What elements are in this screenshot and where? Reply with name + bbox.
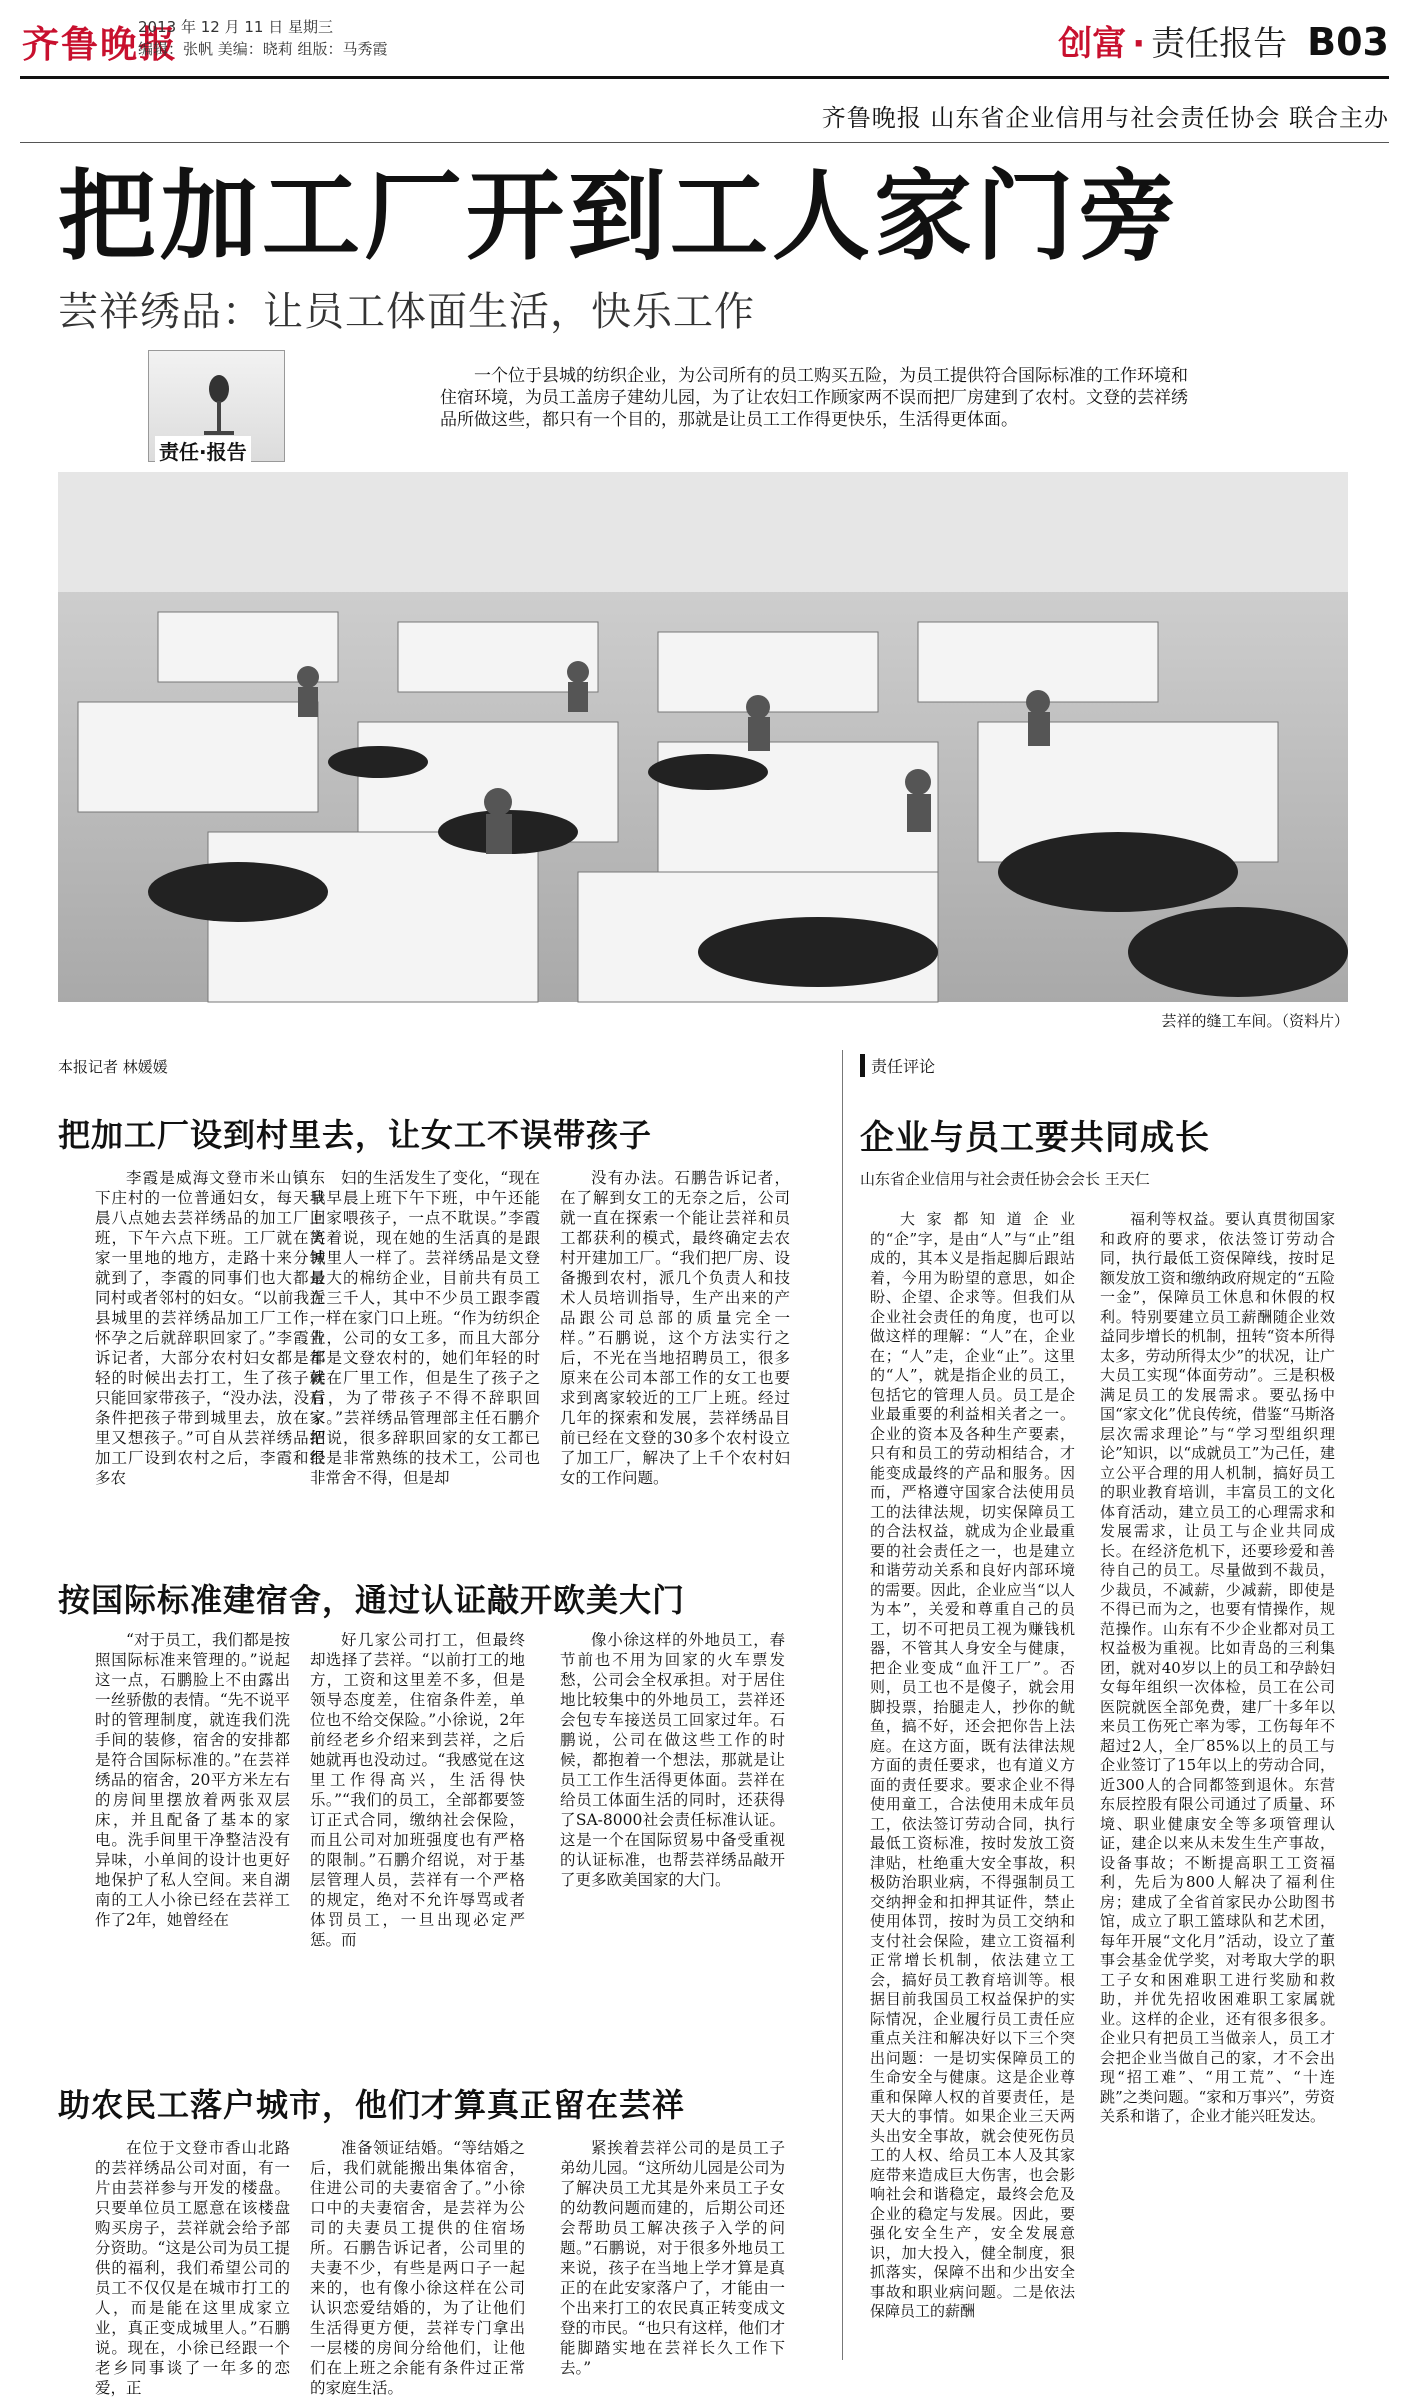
sponsor-line: 齐鲁晚报 山东省企业信用与社会责任协会 联合主办 xyxy=(821,104,1389,132)
section-name: 责任报告 xyxy=(1151,24,1288,64)
date-line: 2013 年 12 月 11 日 星期三 xyxy=(138,18,333,36)
badge-label: 责任·报告 xyxy=(155,436,251,465)
article2-title: 按国际标准建宿舍，通过认证敲开欧美大门 xyxy=(58,1581,686,1619)
article3-col1: 在位于文登市香山北路的芸祥绣品公司对面，有一片由芸祥参与开发的楼盘。只要单位员工愿意在该楼盘购买房子，芸祥就会给予部分资助。“这是公司为员工提供的福利，我们希望公司的员工不仅仅是在城市打工的人，而是能在这里成家立业，真正变成城里人。”石鹏说。现在，小徐已经跟一个老乡同事谈了一年多的恋爱，正 xyxy=(95,2139,290,2397)
lead-paragraph: 一个位于县城的纺织企业，为公司所有的员工购买五险，为员工提供符合国际标准的工作环境和住宿环境，为员工盖房子建幼儿园，为了让农妇工作顾家两不误而把厂房建到了农村。文登的芸祥绣品所做这些，都只有一个目的，那就是让员工工作得更快乐，生活得更体面。 xyxy=(440,366,1188,430)
byline: 本报记者 林媛媛 xyxy=(58,1058,168,1076)
article2-col2: 好几家公司打工，但最终却选择了芸祥。“以前打工的地方，工资和这里差不多，但是领导态度差，住宿条件差，单位也不给交保险。”小徐说，2年前经老乡介绍来到芸祥，之后她就再也没动过。“我感觉在这里工作得高兴，生活得快乐。”“我们的员工，全部都要签订正式合同，缴纳社会保险，而且公司对加班强度也有严格的限制。”石鹏介绍说，对于基层管理人员，芸祥有一个严格的规定，绝对不允许辱骂或者体罚员工，一旦出现必定严惩。而 xyxy=(310,1631,525,1949)
section-red-label: 创富 xyxy=(1058,24,1127,64)
article2-col3: 像小徐这样的外地员工，春节前也不用为回家的火车票发愁，公司会全权承担。对于居住地比较集中的外地员工，芸祥还会包专车接送员工回家过年。石鹏说，公司在做这些工作的时候，都抱着一个想法，那就是让员工工作生活得更体面。芸祥在给员工体面生活的同时，还获得了SA-8000社会责任标准认证。这是一个在国际贸易中备受重视的认证标准，也帮芸祥绣品敲开了更多欧美国家的大门。 xyxy=(560,1631,785,1889)
article2-col1: “对于员工，我们都是按照国际标准来管理的。”说起这一点，石鹏脸上不由露出一丝骄傲的表情。“先不说平时的管理制度，就连我们洗手间的装修，宿舍的安排都是符合国际标准的。”在芸祥绣品的宿舍，20平方米左右的房间里摆放着两张双层床，并且配备了基本的家电。洗手间里干净整洁没有异味，小单间的设计也更好地保护了私人空间。来自湖南的工人小徐已经在芸祥工作了2年，她曾经在 xyxy=(95,1631,290,1929)
commentary-title: 企业与员工要共同成长 xyxy=(860,1118,1210,1158)
article1-col2: 妇的生活发生了变化，“现在我早晨上班下午下班，中午还能回家喂孩子，一点不耽误。”李霞笑着说，现在她的生活真的是跟城里人一样了。芸祥绣品是文登最大的棉纺企业，目前共有员工近三千人，其中不少员工跟李霞一样在家门口上班。“作为纺织企业，公司的女工多，而且大部分都是文登农村的，她们年轻的时候在厂里工作，但是生了孩子之后，为了带孩子不得不辞职回家。”芸祥绣品管理部主任石鹏介绍说，很多辞职回家的女工都已经是非常熟练的技术工，公司也非常舍不得，但是却 xyxy=(310,1169,540,1487)
factory-photo xyxy=(58,472,1348,1002)
editors-line: 编辑：张帆 美编：晓莉 组版：马秀霞 xyxy=(138,40,388,58)
commentary-author: 山东省企业信用与社会责任协会会长 王天仁 xyxy=(860,1170,1150,1188)
top-rule xyxy=(20,76,1389,79)
article1-col1: 李霞是威海文登市米山镇东下庄村的一位普通妇女，每天早晨八点她去芸祥绣品的加工厂上班，下午六点下班。工厂就在离家一里地的地方，走路十来分钟就到了，李霞的同事们也大都是同村或者邻村的妇女。“以前我在县城里的芸祥绣品加工厂工作，怀孕之后就辞职回家了。”李霞告诉记者，大部分农村妇女都是年轻的时候出去打工，生了孩子就只能回家带孩子，“没办法，没有条件把孩子带到城里去，放在家里又想孩子。”可自从芸祥绣品把加工厂设到农村之后，李霞和很多农 xyxy=(95,1169,325,1487)
photo-caption: 芸祥的缝工车间。（资料片） xyxy=(1161,1012,1349,1030)
comment-tag: 责任评论 xyxy=(860,1054,935,1077)
section-dot: · xyxy=(1132,24,1146,64)
newspaper-logo: 齐鲁晚报 xyxy=(22,22,178,66)
article3-col3: 紧挨着芸祥公司的是员工子弟幼儿园。“这所幼儿园是公司为了解决员工尤其是外来员工子女的幼教问题而建的，后期公司还会帮助员工解决孩子入学的问题。”石鹏说，对于很多外地员工来说，孩子在当地上学才算是真正的在此安家落户了，才能由一个出来打工的农民真正转变成文登的市民。“也只有这样，他们才能脚踏实地在芸祥长久工作下去。” xyxy=(560,2139,785,2377)
article3-col2: 准备领证结婚。“等结婚之后，我们就能搬出集体宿舍，住进公司的夫妻宿舍了。”小徐口中的夫妻宿舍，是芸祥为公司的夫妻员工提供的住宿场所。石鹏告诉记者，公司里的夫妻不少，有些是两口子一起来的，也有像小徐这样在公司认识恋爱结婚的，为了让他们生活得更方便，芸祥专门拿出一层楼的房间分给他们，让他们在上班之余能有条件过正常的家庭生活。 xyxy=(310,2139,525,2397)
headline: 把加工厂开到工人家门旁 xyxy=(58,160,1181,274)
factory-photo-illustration xyxy=(58,472,1348,1002)
page-number: B03 xyxy=(1307,20,1389,64)
commentary-col2: 福利等权益。要认真贯彻国家和政府的要求，依法签订劳动合同，执行最低工资保障线，按时足额发放工资和缴纳政府规定的“五险一金”，保障员工休息和休假的权利。特别要建立员工薪酬随企业效益同步增长的机制，扭转“资本所得太多，劳动所得太少”的状况，让广大员工实现“体面劳动”。三是积极满足员工的发展需求。要弘扬中国“家文化”优良传统，借鉴“马斯洛层次需求理论”与“学习型组织理论”知识，以“成就员工”为己任，建立公平合理的用人机制，搞好员工的职业教育培训，丰富员工的文化体育活动，建立员工的心理需求和发展需求，让员工与企业共同成长。在经济危机下，还要珍爱和善待自己的员工。尽量做到不裁员，少裁员，不减薪，少减薪，即使是不得已而为之，也要有情操作，规范操作。山东有不少企业都对员工权益极为重视。比如青岛的三利集团，就对40岁以上的员工和孕龄妇女每年组织一次体检，员工在公司医院就医全部免费，建厂十多年以来员工伤死亡率为零，工伤每年不超过2人，全厂85%以上的员工与企业签订了15年以上的劳动合同，近300人的合同都签到退休。东营东辰控股有限公司通过了质量、环境、职业健康安全等多项管理认证，建企以来从未发生生产事故，设备事故；不断提高职工工资福利，先后为800人解决了福利住房；建成了全省首家民办公助图书馆，成立了职工篮球队和艺术团，每年开展“文化月”活动，设立了董事会基金优学奖，对考取大学的职工子女和困难职工进行奖励和救助，并优先招收困难职工家属就业。这样的企业，还有很多很多。企业只有把员工当做亲人，员工才会把企业当做自己的家，才不会出现“招工难”、“用工荒”、“十连跳”之类问题。“家和万事兴”，劳资关系和谐了，企业才能兴旺发达。 xyxy=(1100,1210,1335,2125)
column-divider xyxy=(842,1050,843,2360)
subheadline: 芸祥绣品：让员工体面生活，快乐工作 xyxy=(58,289,755,335)
article1-col3: 没有办法。石鹏告诉记者，在了解到女工的无奈之后，公司就一直在探索一个能让芸祥和员工都获利的模式，最终确定去农村开建加工厂。“我们把厂房、设备搬到农村，派几个负责人和技术人员培训指导，生产出来的产品跟公司总部的质量完全一样。”石鹏说，这个方法实行之后，不光在当地招聘员工，很多原来在公司本部工作的女工也要求到离家较近的工厂上班。经过几年的探索和发展，芸祥绣品目前已经在文登的30多个农村设立了加工厂，解决了上千个农村妇女的工作问题。 xyxy=(560,1169,790,1487)
article1-title: 把加工厂设到村里去，让女工不误带孩子 xyxy=(58,1116,653,1154)
sponsor-rule xyxy=(20,142,1389,143)
article3-title: 助农民工落户城市，他们才算真正留在芸祥 xyxy=(58,2086,686,2124)
section-header xyxy=(1058,16,1389,65)
commentary-col1: 大家都知道企业的“企”字，是由“人”与“止”组成的，其本义是指起脚后跟站着，今用为盼望的意思，如企盼、企望、企求等。但我们从企业社会责任的角度，也可以做这样的理解：“人”在，企业在；“人”走，企业“止”。这里的“人”，就是指企业的员工，包括它的管理人员。员工是企业最重要的利益相关者之一。企业的资本及各种生产要素，只有和员工的劳动相结合，才能变成最终的产品和服务。因而，严格遵守国家合法使用员工的法律法规，切实保障员工的合法权益，就成为企业最重要的社会责任之一，也是建立和谐劳动关系和良好内部环境的需要。因此，企业应当“以人为本”，关爱和尊重自己的员工，切不可把员工视为赚钱机器，不管其人身安全与健康，把企业变成“血汗工厂”。否则，员工也不是傻子，就会用脚投票，抬腿走人，抄你的鱿鱼，搞不好，还会把你告上法庭。在这方面，既有法律法规方面的责任要求，也有道义方面的责任要求。要求企业不得使用童工，合法使用未成年员工，依法签订劳动合同，执行最低工资标准，按时发放工资津贴，杜绝重大安全事故，积极防治职业病，不得强制员工交纳押金和扣押其证件，禁止使用体罚，按时为员工交纳和支付社会保险，建立工资福利正常增长机制，依法建立工会，搞好员工教育培训等。根据目前我国员工权益保护的实际情况，企业履行员工责任应重点关注和解决好以下三个突出问题：一是切实保障员工的生命安全与健康。这是企业尊重和保障人权的首要责任，是天大的事情。如果企业三天两头出安全事故，就会使死伤员工的人权、给员工本人及其家庭带来造成巨大伤害，也会影响社会和谐稳定，最终会危及企业的稳定与发展。因此，要强化安全生产，安全发展意识，加大投入，健全制度，狠抓落实，保障不出和少出安全事故和职业病问题。二是依法保障员工的薪酬 xyxy=(870,1210,1075,2320)
